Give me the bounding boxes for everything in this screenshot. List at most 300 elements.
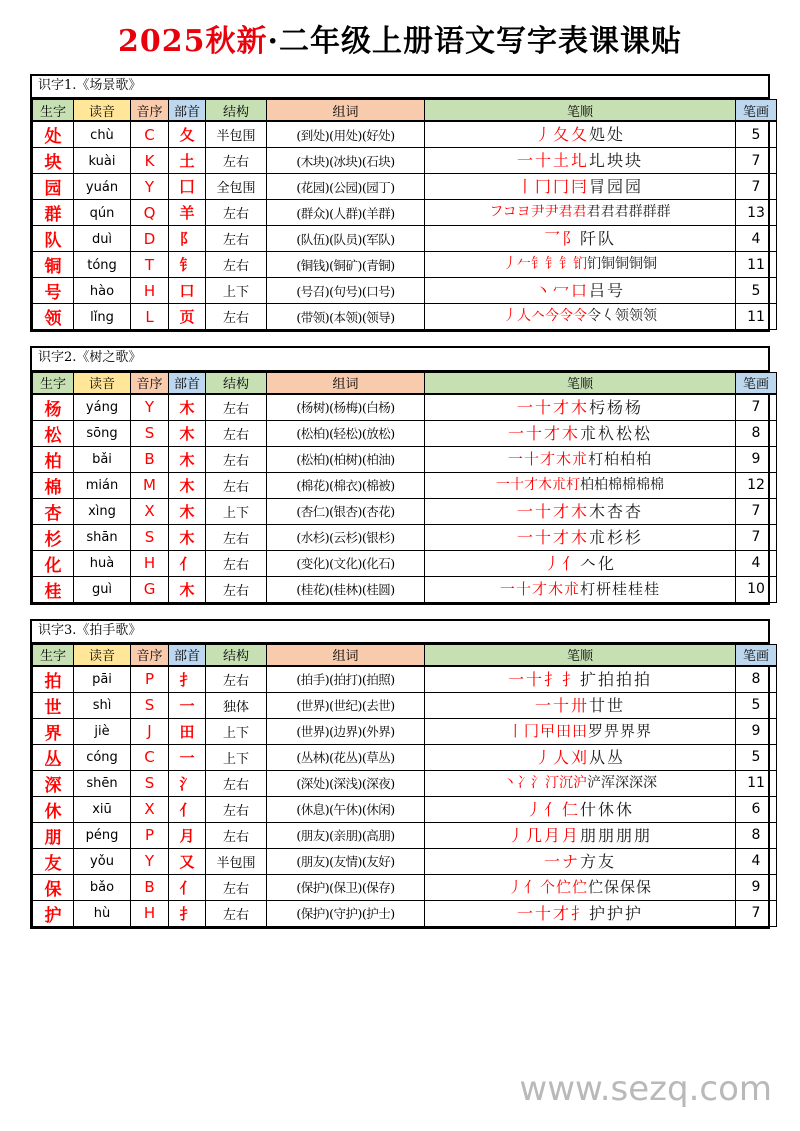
stroke-step: 木 [570,501,589,521]
structure-text: 左右 [222,673,249,689]
table-row [33,900,777,926]
column-header-bishun: 笔顺 [425,644,736,666]
stroke-step: 号 [607,281,626,301]
cell-words [267,666,425,693]
cell-pinyin [74,420,131,446]
column-header-zi: 生字 [33,372,74,394]
cell-structure [206,900,267,926]
cell-pinyin [74,718,131,744]
character-text: 丛 [44,749,62,770]
structure-text: 左右 [222,453,249,469]
character-text: 杉 [44,529,62,550]
pinyin-text: huà [89,556,115,572]
column-header-jiegou: 结构 [206,372,267,394]
cell-structure [206,174,267,200]
stroke-step: 杏 [625,501,644,521]
stroke-step: 丨 [507,721,524,740]
pinyin-text: bǎo [89,880,115,896]
stroke-step: フ [489,204,503,221]
stroke-count-text: 12 [747,477,765,494]
cell-stroke-count [736,394,777,421]
alpha-index-text: P [144,826,155,845]
cell-structure [206,666,267,693]
words-text: (世界)(世纪)(去世) [296,698,395,714]
cell-radical [169,394,206,421]
cell-stroke-order [425,822,736,848]
structure-text: 左右 [222,907,249,923]
cell-words [267,174,425,200]
stroke-step: 世 [607,695,626,715]
words-text: (花园)(公园)(园丁) [296,179,395,195]
cell-stroke-order [425,770,736,796]
character-text: 桂 [44,581,62,602]
stroke-step: 圠 [589,151,608,171]
stroke-step: 一 [516,501,535,521]
alpha-index-text: C [144,125,155,144]
stroke-step: 沪 [573,774,587,791]
stroke-step: 领 [629,308,643,325]
cell-stroke-order [425,226,736,252]
cell-stroke-count [736,744,777,770]
cell-words [267,822,425,848]
table-row [33,550,777,576]
stroke-step: 木 [589,501,608,521]
words-text: (朋友)(亲朋)(高朋) [296,828,395,844]
alpha-index-text: H [143,554,156,573]
table-row [33,148,777,174]
words-text: (拍手)(拍打)(拍照) [296,672,395,688]
cell-structure [206,796,267,822]
cell-alpha-index [131,304,169,330]
cell-pinyin [74,822,131,848]
stroke-step: 卅 [570,695,589,715]
stroke-step: 保 [636,877,653,896]
cell-structure [206,498,267,524]
cell-alpha-index [131,550,169,576]
words-text: (铜钱)(铜矿)(青铜) [296,257,395,273]
cell-stroke-count [736,446,777,472]
stroke-order-sequence [425,422,735,445]
cell-character [33,498,74,524]
stroke-step: 一 [516,151,535,171]
cell-pinyin [74,252,131,278]
sections-container [30,74,770,929]
stroke-step: 令 [573,308,587,325]
stroke-step: 处 [607,125,626,145]
cell-stroke-count [736,822,777,848]
cell-structure [206,226,267,252]
stroke-step: 𠆢 [531,308,545,325]
alpha-index-text: K [144,151,155,170]
stroke-step: 从 [589,747,608,767]
cell-radical [169,121,206,148]
structure-text: 左右 [222,311,249,327]
cell-structure [206,550,267,576]
stroke-step: 枅 [596,579,613,598]
cell-pinyin [74,472,131,498]
stroke-step: 十 [534,903,553,923]
stroke-step: 朮 [552,476,566,493]
radical-text: 一 [179,748,195,767]
pinyin-text: cóng [86,750,118,766]
stroke-order-sequence [425,824,735,847]
table-row [33,718,777,744]
stroke-step: 块 [625,151,644,171]
cell-structure [206,744,267,770]
stroke-step: 木 [555,449,572,468]
stroke-step: 保 [604,877,621,896]
stroke-step: 丛 [607,747,626,767]
column-header-zuci: 组词 [267,372,425,394]
cell-radical [169,822,206,848]
cell-stroke-count [736,226,777,252]
words-text: (世界)(边界)(外界) [296,724,395,740]
cell-alpha-index [131,394,169,421]
stroke-step: 汀 [545,774,559,791]
column-header-yinxu: 音序 [131,372,169,394]
words-text: (朋友)(友情)(友好) [296,854,395,870]
cell-alpha-index [131,744,169,770]
pinyin-text: xiū [92,802,112,818]
stroke-order-sequence [425,279,735,302]
stroke-order-sequence [425,123,735,146]
stroke-step: 君 [586,204,601,221]
cell-character [33,394,74,421]
stroke-step: 领 [615,308,629,325]
stroke-count-text: 9 [751,451,761,468]
cell-pinyin [74,576,131,602]
lesson-section [30,346,770,604]
column-header-jiegou: 结构 [206,644,267,666]
stroke-step: 月 [561,825,580,845]
cell-stroke-count [736,796,777,822]
stroke-step: 廿 [589,695,608,715]
cell-structure [206,278,267,304]
words-text: (杏仁)(银杏)(杏花) [296,504,395,520]
stroke-step: 仁 [561,799,580,819]
cell-stroke-order [425,252,736,278]
table-header-row [33,372,777,394]
cell-pinyin [74,524,131,550]
cell-character [33,226,74,252]
stroke-step: 杇 [589,397,608,417]
alpha-index-text: P [144,670,155,689]
pinyin-text: duì [91,231,113,247]
stroke-order-sequence [425,746,735,769]
stroke-step: 拍 [598,669,617,689]
stroke-step: 友 [598,851,617,871]
column-header-bushou: 部首 [169,372,206,394]
cell-pinyin [74,226,131,252]
stroke-step: 柏 [580,476,594,493]
cell-structure [206,304,267,330]
stroke-count-text: 8 [751,827,761,844]
stroke-count-text: 4 [751,555,761,572]
pinyin-text: yǒu [90,854,114,870]
words-text: (木块)(冰块)(石块) [296,153,395,169]
stroke-step: 一 [516,527,535,547]
words-text: (深处)(深浅)(深夜) [296,776,395,792]
stroke-count-text: 11 [747,256,765,273]
words-text: (队伍)(队员)(军队) [296,231,395,247]
lesson-title: 识字1.《场景歌》 [32,76,768,99]
stroke-step: 氵 [531,774,545,791]
stroke-step: 一 [516,903,535,923]
stroke-step: 丶 [503,774,517,791]
cell-words [267,770,425,796]
cell-character [33,148,74,174]
cell-words [267,692,425,718]
stroke-step: 亻 [561,553,580,573]
cell-pinyin [74,446,131,472]
cell-character [33,252,74,278]
column-header-zuci: 组词 [267,644,425,666]
alpha-index-text: Y [144,177,155,196]
cell-character [33,848,74,874]
character-text: 铜 [44,257,62,278]
table-row [33,278,777,304]
column-header-yinxu: 音序 [131,644,169,666]
cell-stroke-order [425,718,736,744]
stroke-step: 杨 [625,397,644,417]
column-header-pinyin: 读音 [74,100,131,122]
cell-words [267,874,425,900]
words-text: (带领)(本领)(领导) [296,309,395,325]
stroke-step: 棉 [636,476,650,493]
cell-character [33,718,74,744]
stroke-step: 才 [552,501,571,521]
cell-stroke-order [425,900,736,926]
stroke-step: 冖 [552,281,571,301]
alpha-index-text: Q [143,203,156,222]
stroke-step: 杁 [598,423,617,443]
stroke-step: 沉 [559,774,573,791]
stroke-step: 群 [656,204,671,221]
words-text: (号召)(句号)(口号) [296,283,395,299]
cell-stroke-count [736,550,777,576]
stroke-step: 口 [570,281,589,301]
stroke-step: 桂 [612,579,629,598]
stroke-step: 杨 [607,397,626,417]
table-row [33,472,777,498]
cell-structure [206,200,267,226]
alpha-index-text: H [143,904,156,923]
structure-text: 全包围 [216,181,256,197]
words-text: (到处)(用处)(好处) [296,127,395,143]
table-row [33,576,777,602]
cell-stroke-count [736,148,777,174]
radical-text: 田 [179,722,195,741]
stroke-step: 亻 [543,799,562,819]
cell-words [267,498,425,524]
stroke-step: 界 [636,721,653,740]
cell-structure [206,692,267,718]
stroke-count-text: 5 [751,126,761,143]
cell-pinyin [74,498,131,524]
table-row [33,796,777,822]
stroke-step: 个 [539,877,556,896]
cell-character [33,420,74,446]
cell-stroke-count [736,174,777,200]
alpha-index-text: M [143,476,156,495]
stroke-step: 保 [620,877,637,896]
table-row [33,304,777,330]
stroke-step: 十 [510,476,524,493]
structure-text: 左右 [222,401,249,417]
cell-radical [169,874,206,900]
stroke-step: 钅 [545,256,559,273]
stroke-step: 丿 [503,256,517,273]
stroke-order-sequence [425,500,735,523]
stroke-step: 钅 [559,256,573,273]
cell-structure [206,394,267,421]
lesson-section [30,74,770,332]
radical-text: 扌 [179,670,195,689]
radical-text: 阝 [179,230,195,249]
stroke-step: 吕 [589,281,608,301]
structure-text: 上下 [222,285,249,301]
alpha-index-text: S [144,696,155,715]
cell-stroke-count [736,420,777,446]
stroke-step: 朮 [563,579,580,598]
stroke-step: 罗 [588,721,605,740]
character-text: 号 [44,283,62,304]
stroke-step: 君 [614,204,629,221]
cell-character [33,770,74,796]
cell-alpha-index [131,446,169,472]
structure-text: 上下 [222,751,249,767]
column-header-zi: 生字 [33,100,74,122]
structure-text: 左右 [222,233,249,249]
stroke-step: 一 [507,423,526,443]
column-header-yinxu: 音序 [131,100,169,122]
alpha-index-text: G [143,580,156,599]
page-title [30,0,770,74]
radical-text: 羊 [179,204,195,223]
column-header-bushou: 部首 [169,100,206,122]
table-header-row [33,100,777,122]
cell-pinyin [74,278,131,304]
column-header-bushou: 部首 [169,644,206,666]
cell-radical [169,550,206,576]
stroke-order-sequence [425,876,735,899]
stroke-count-text: 6 [751,801,761,818]
table-row [33,744,777,770]
stroke-step: 浑 [601,774,615,791]
stroke-step: 群 [628,204,643,221]
cell-character [33,524,74,550]
stroke-step: 才 [552,903,571,923]
cell-stroke-order [425,394,736,421]
cell-words [267,524,425,550]
stroke-step: 尹 [530,204,545,221]
stroke-step: 才 [539,449,556,468]
radical-text: 亻 [179,800,195,819]
stroke-step: 才 [524,476,538,493]
pinyin-text: xìng [88,504,116,520]
stroke-step: 丨 [516,177,535,197]
cell-pinyin [74,148,131,174]
stroke-step: 一 [507,449,524,468]
alpha-index-text: X [144,800,155,819]
stroke-step: 十 [525,423,544,443]
stroke-order-sequence [425,578,735,601]
cell-radical [169,524,206,550]
cell-words [267,226,425,252]
cell-structure [206,848,267,874]
cell-words [267,420,425,446]
cell-stroke-count [736,121,777,148]
stroke-step: 钅 [531,256,545,273]
column-header-bihua: 笔画 [736,100,777,122]
stroke-step: 化 [598,553,617,573]
words-text: (松柏)(轻松)(放松) [296,426,395,442]
alpha-index-text: B [144,878,155,897]
cell-stroke-order [425,874,736,900]
words-text: (保护)(保卫)(保存) [296,880,395,896]
table-row [33,446,777,472]
pinyin-text: yáng [85,400,119,416]
stroke-step: 丿 [507,825,526,845]
column-header-bishun: 笔顺 [425,100,736,122]
pinyin-text: lǐng [90,309,114,325]
character-text: 界 [44,723,62,744]
cell-words [267,304,425,330]
table-header-row [33,644,777,666]
cell-stroke-count [736,278,777,304]
cell-radical [169,446,206,472]
stroke-step: 深 [629,774,643,791]
stroke-step: 杉 [607,527,626,547]
structure-text: 左右 [222,479,249,495]
cell-radical [169,498,206,524]
radical-text: 木 [179,502,195,521]
cell-pinyin [74,848,131,874]
character-text: 块 [44,153,62,174]
cell-stroke-order [425,692,736,718]
words-text: (变化)(文化)(化石) [296,556,395,572]
stroke-step: 丿 [503,308,517,325]
table-row [33,692,777,718]
stroke-step: 才 [543,423,562,443]
cell-pinyin [74,174,131,200]
stroke-count-text: 7 [751,178,761,195]
stroke-step: 铜 [643,256,657,273]
stroke-count-text: 7 [751,503,761,520]
cell-character [33,576,74,602]
stroke-step: 一 [516,397,535,417]
stroke-step: 一 [543,851,562,871]
stroke-step: 柏 [636,449,653,468]
stroke-step: 丶 [534,281,553,301]
cell-radical [169,848,206,874]
stroke-step: 护 [607,903,626,923]
table-row [33,121,777,148]
stroke-step: ヨ [516,204,531,221]
stroke-step: 尹 [544,204,559,221]
cell-stroke-order [425,550,736,576]
radical-text: 木 [179,450,195,469]
structure-text: 左右 [222,829,249,845]
character-text: 休 [44,801,62,822]
cell-alpha-index [131,226,169,252]
cell-structure [206,770,267,796]
stroke-step: 令 [559,308,573,325]
pinyin-text: sōng [86,426,118,442]
stroke-step: 扌 [570,903,589,923]
cell-structure [206,148,267,174]
stroke-order-sequence [425,552,735,575]
